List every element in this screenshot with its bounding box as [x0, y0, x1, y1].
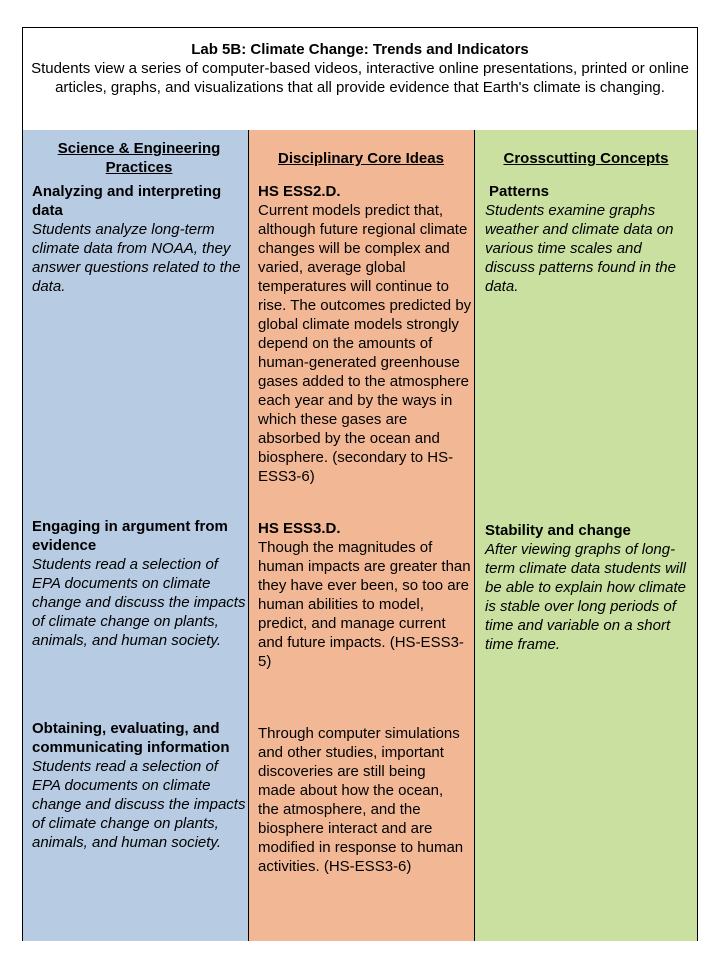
crosscutting-heading: Patterns [489, 183, 550, 200]
practice-body: Students read a selection of EPA documents on climate change and discuss the impacts of climate change on plants, animals, and human society. [32, 758, 246, 851]
practices-column [23, 130, 249, 941]
crosscutting-body: After viewing graphs of long-term climate data students will be able to explain how climate is stable over long periods of time and variable on a short time frame. [485, 541, 686, 653]
practice-heading: Analyzing and interpreting data [32, 183, 222, 219]
crosscutting-column-title: Crosscutting Concepts [503, 150, 669, 167]
practices-column-title: Science & Engineering Practices [57, 140, 221, 176]
practice-heading: Engaging in argument from evidence [32, 518, 228, 554]
practice-heading: Obtaining, evaluating, and communicating information [32, 720, 230, 756]
core-idea-item [258, 182, 472, 486]
practice-item [32, 182, 246, 296]
core-idea-item [258, 724, 466, 876]
document-header [23, 28, 697, 131]
practice-body: Students analyze long-term climate data from NOAA, they answer questions related to the data. [32, 221, 241, 295]
practice-body: Students read a selection of EPA documents on climate change and discuss the impacts of climate change on plants, animals, and human society. [32, 556, 246, 649]
crosscutting-body: Students examine graphs weather and climate data on various time scales and discuss patterns found in the data. [485, 202, 676, 295]
crosscutting-item [485, 182, 693, 296]
document-title: Lab 5B: Climate Change: Trends and Indicators [191, 41, 529, 58]
practice-item [32, 719, 246, 852]
core-idea-item [258, 519, 472, 671]
core-idea-body: Current models predict that, although future regional climate changes will be complex and varied, average global temperatures will continue to rise. The outcomes predicted by global climate models strongly depend on the amounts of human-generated greenhouse gases added to the atmosphere each year and by the ways in which these gases are absorbed by the ocean and biosphere. (secondary to HS-ESS3-6) [258, 202, 472, 485]
practice-item [32, 517, 246, 650]
crosscutting-heading: Stability and change [485, 522, 631, 539]
core-ideas-column [249, 130, 475, 941]
crosscutting-column [475, 130, 697, 941]
core-idea-body: Through computer simulations and other studies, important discoveries are still being made about how the ocean, the atmosphere, and the biosphere interact and are modified in response to human activities. (HS-ESS3-6) [258, 725, 464, 875]
core-ideas-column-title: Disciplinary Core Ideas [278, 150, 444, 167]
crosscutting-item [485, 521, 693, 654]
core-idea-body: Though the magnitudes of human impacts are greater than they have ever been, so too are human abilities to model, predict, and manage current and future impacts. (HS-ESS3-5) [258, 539, 471, 670]
core-idea-heading: HS ESS2.D. [258, 183, 341, 200]
document-description: Students view a series of computer-based videos, interactive online presentations, printed or online articles, graphs, and visualizations that all provide evidence that Earth's climate is changing. [31, 60, 689, 96]
core-idea-heading: HS ESS3.D. [258, 520, 341, 537]
lab-document [22, 27, 698, 941]
